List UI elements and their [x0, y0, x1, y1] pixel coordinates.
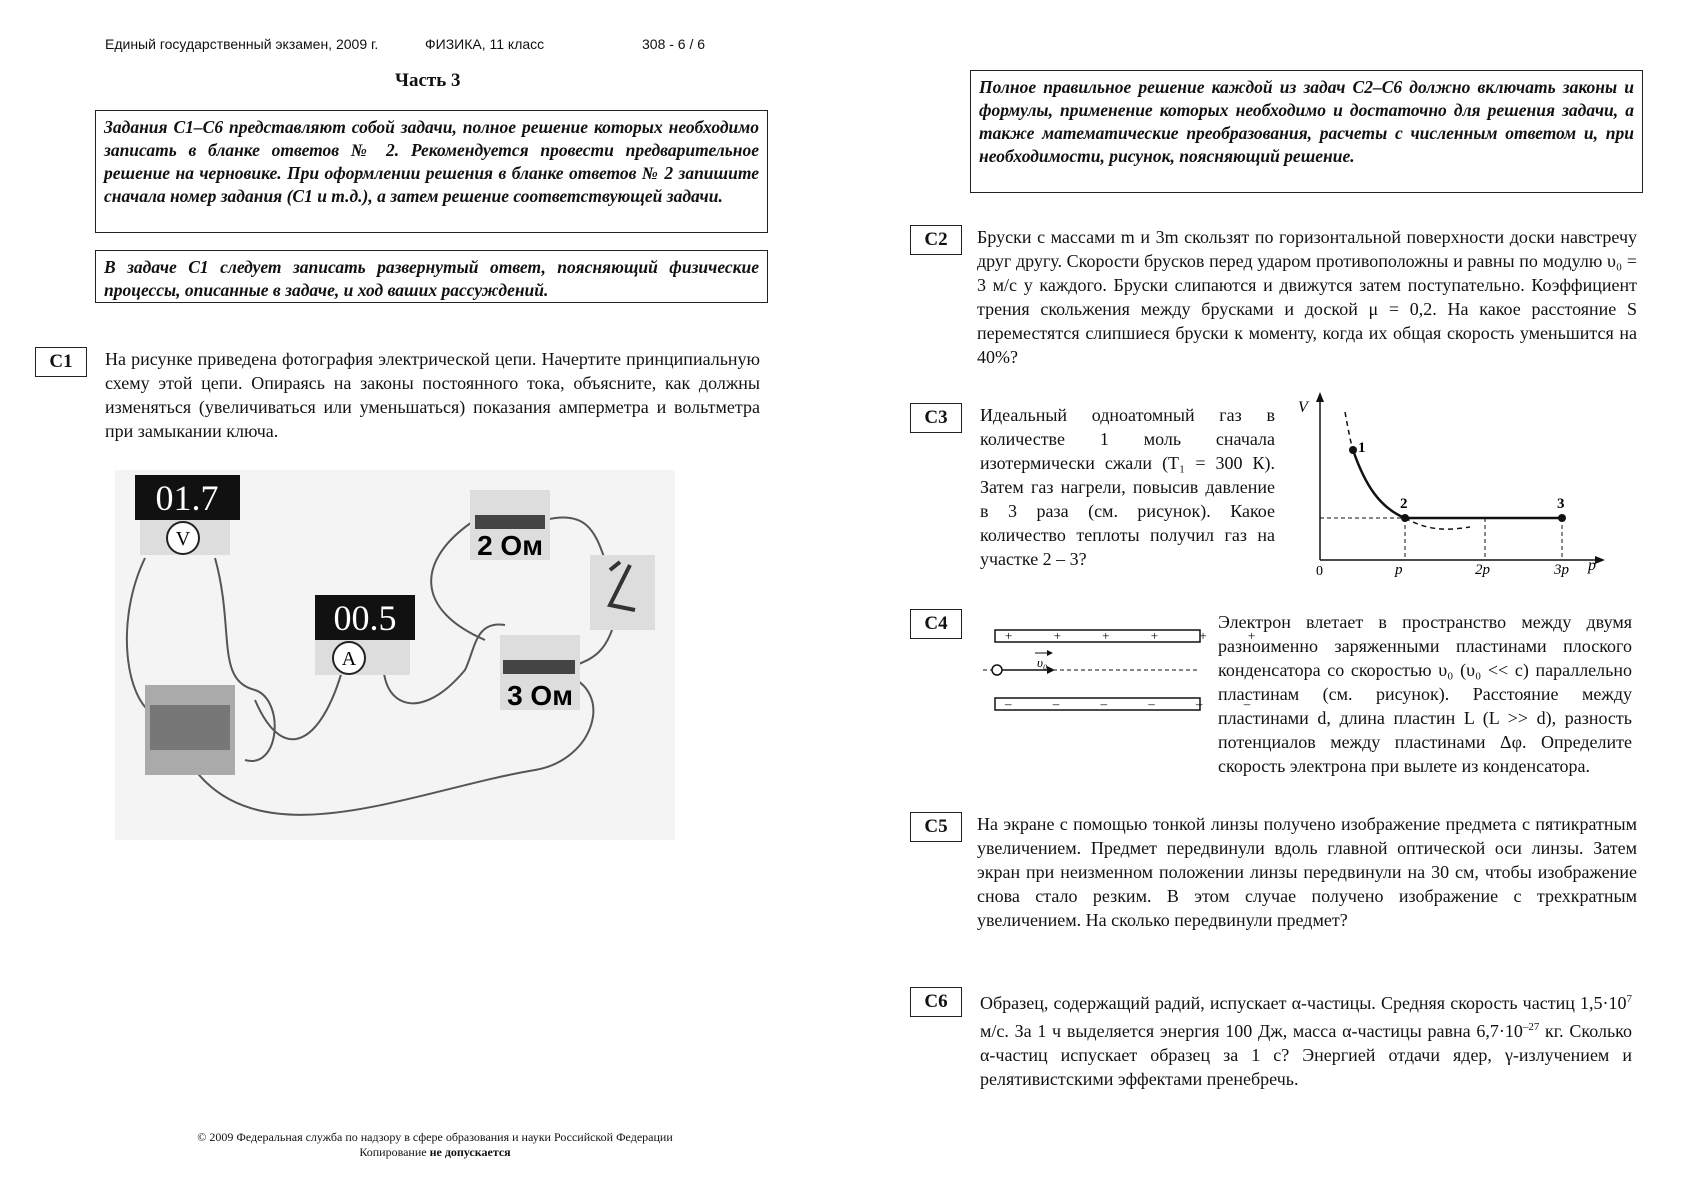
- task-text-c2: Бруски с массами m и 3m скользят по горизонтальной поверхности доски навстречу друг другу. Скорости брусков перед ударом противоположны и равны по модулю υ₀ = 3 м/с у каждого. Бруски слипаются и движутся затем поступательно. Коэффициент трения скольжения между брусками и доской μ = 0,2. На какое расстояние S переместятся слипшиеся бруски к моменту, когда их общая скорость уменьшится на 40%?: [977, 227, 1637, 367]
- tick-2p: 2p: [1475, 562, 1490, 578]
- y-axis-label: V: [1298, 399, 1308, 416]
- intro-box-2: В задаче С1 следует записать развернутый ответ, поясняющий физические процессы, описанные в задаче, и ход ваших рассуждений.: [95, 250, 768, 303]
- switch: [590, 555, 655, 630]
- task-text-c6: Образец, содержащий радий, испускает α-частицы. Средняя скорость частиц $1,5\cdot 10^7$ м/с. За 1 ч выделяется энергия 100 Дж, масса α-частицы равна $6,7\cdot 10^{-27}$ кг. Сколько α-частиц испускает образец за 1 с? Энергией отдачи ядер, γ-излучением и релятивистскими эффектами пренебречь.: [980, 993, 1632, 1089]
- origin-label: 0: [1316, 564, 1323, 579]
- minus-row: – – – – – –: [1005, 696, 1270, 711]
- task-text-c3: Идеальный одноатомный газ в количестве 1 моль сначала изотермически сжали (T₁ = 300 К). Затем газ нагрели, повысив давление в 3 раза (см. рисунок). Какое количество теплоты получил газ на участке 2 – 3?: [980, 405, 1275, 569]
- plus-row: + + + + + +: [1005, 628, 1275, 643]
- point-2: [1401, 514, 1409, 522]
- tick-3p: 3p: [1554, 562, 1569, 578]
- task-tag-c2: С2: [910, 225, 962, 255]
- intro-box-right: Полное правильное решение каждой из задач С2–С6 должно включать законы и формулы, применение которых необходимо и достаточно для решения задачи, а также математические преобразования, расчеты с численным ответом и, при необходимости, рисунок, поясняющий решение.: [970, 70, 1643, 193]
- ammeter-symbol: A: [341, 648, 357, 670]
- intro-box-1: Задания С1–С6 представляют собой задачи, полное решение которых необходимо записать в бланке ответов № 2. Рекомендуется провести предварительное решение на черновике. При оформлении решения в бланке ответов № 2 запишите сначала номер задания (С1 и т.д.), а затем решение соответствующей задачи.: [95, 110, 768, 233]
- point-2-label: 2: [1400, 496, 1408, 512]
- resistor-2-label: 2 Ом: [477, 530, 543, 561]
- point-1: [1349, 446, 1357, 454]
- circuit-photo: [115, 470, 675, 840]
- header-page: 308 - 6 / 6: [642, 36, 706, 52]
- task-tag-c6: С6: [910, 987, 962, 1017]
- resistor-2-body: [475, 515, 545, 529]
- ammeter-display: 00.5: [333, 598, 397, 638]
- footer: [150, 1130, 720, 1160]
- tick-p: p: [1395, 562, 1403, 578]
- resistor-3-label: 3 Ом: [507, 680, 573, 711]
- header-exam: Единый государственный экзамен, 2009 г.: [105, 36, 379, 52]
- task-tag-c5: С5: [910, 812, 962, 842]
- footer-copy-notice: Копирование не допускается: [359, 1145, 511, 1159]
- task-text-c1: На рисунке приведена фотография электрической цепи. Начертите принципиальную схему этой цепи. Опираясь на законы постоянного тока, объясните, как должны изменяться (увеличиваться или уменьшаться) показания амперметра и вольтметра при замыкании ключа.: [105, 349, 760, 441]
- isotherm-1-2: [1353, 450, 1405, 518]
- task-text-c5: На экране с помощью тонкой линзы получено изображение предмета с пятикратным увеличением. Предмет передвинули вдоль главной оптической оси линзы. Затем экран при неизменном положении линзы передвинули на 30 см, чтобы изображение снова стало резким. В этом случае получено изображение с трехкратным увеличением. На сколько передвинули предмет?: [977, 814, 1637, 930]
- part-title: Часть 3: [395, 70, 461, 91]
- velocity-label: υ₀: [1037, 655, 1048, 670]
- x-axis-label: p: [1588, 557, 1596, 574]
- task-tag-c1: С1: [35, 347, 87, 377]
- voltmeter-symbol: V: [175, 528, 191, 550]
- footer-copyright: © 2009 Федеральная служба по надзору в сфере образования и науки Российской Федерации: [197, 1130, 673, 1144]
- point-3: [1558, 514, 1566, 522]
- resistor-3-body: [503, 660, 575, 674]
- task-tag-c3: С3: [910, 403, 962, 433]
- point-1-label: 1: [1358, 440, 1366, 456]
- voltmeter-display: 01.7: [155, 478, 219, 518]
- electron: [992, 665, 1002, 675]
- c4-capacitor-figure: [975, 620, 1275, 720]
- task-tag-c4: С4: [910, 609, 962, 639]
- point-3-label: 3: [1557, 496, 1565, 512]
- header-subject: ФИЗИКА, 11 класс: [425, 36, 545, 52]
- c3-graph: [1290, 390, 1610, 579]
- task-text-c4: Электрон влетает в пространство между двумя разноименно заряженными пластинами плоского конденсатора со скоростью υ₀ (υ₀ << c) параллельно пластинам (см. рисунок). Расстояние между пластинами d, длина пластин L (L >> d), разность потенциалов между пластинами Δφ. Определите скорость электрона при вылете из конденсатора.: [1218, 612, 1632, 776]
